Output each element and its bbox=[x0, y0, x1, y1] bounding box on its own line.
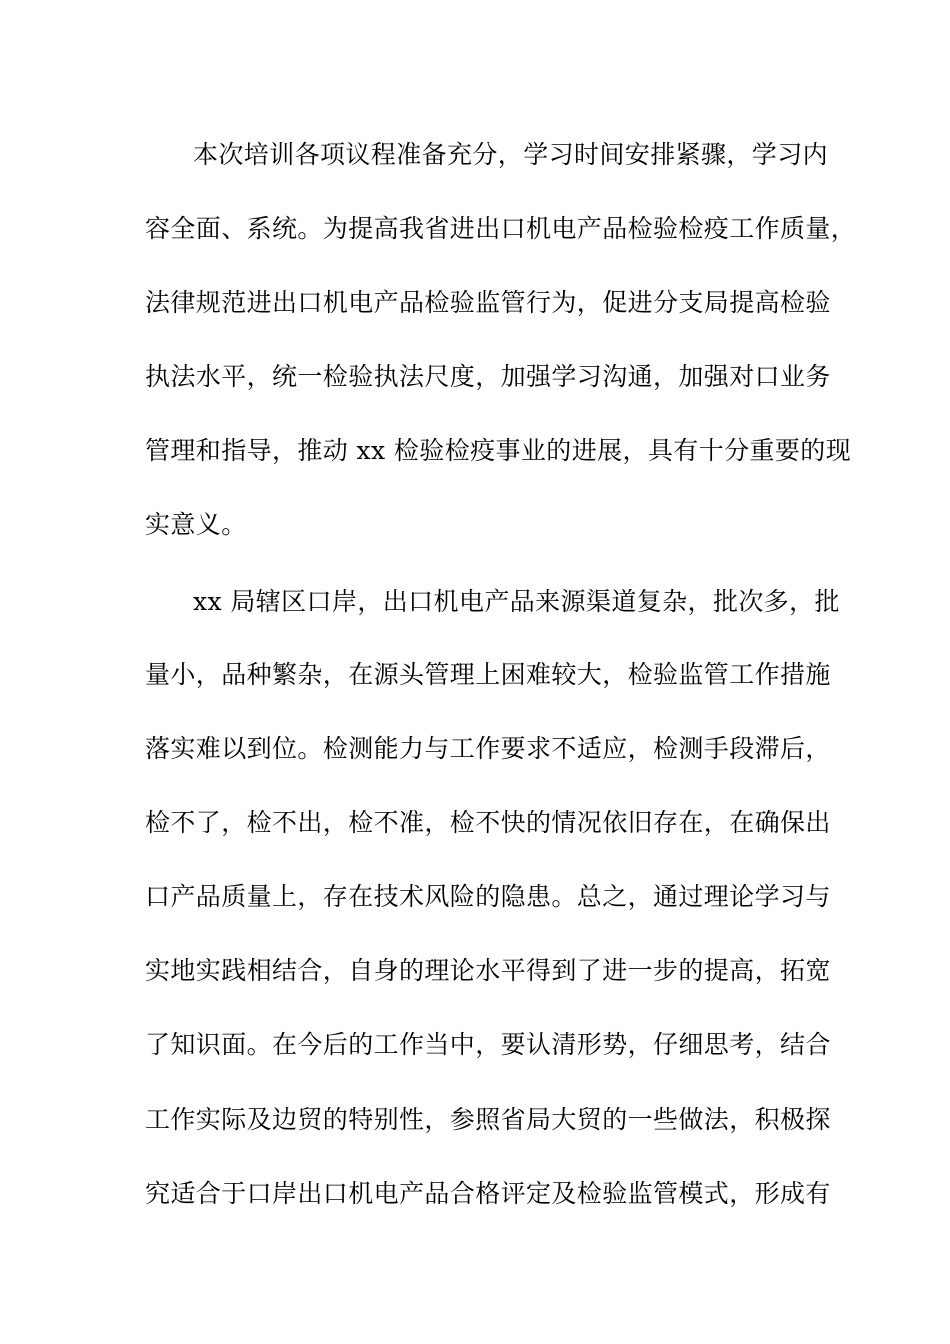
paragraph-1-line-5: 管理和指导，推动 xx 检验检疫事业的进展，具有十分重要的现 bbox=[145, 436, 852, 465]
paragraph-2-line-1: xx 局辖区口岸，出口机电产品来源渠道复杂，批次多，批 bbox=[193, 587, 840, 616]
paragraph-2-line-7: 了知识面。在今后的工作当中，要认清形势，仔细思考，结合 bbox=[145, 1030, 831, 1059]
paragraph-1-line-6: 实意义。 bbox=[145, 510, 247, 539]
paragraph-1-line-4: 执法水平，统一检验执法尺度，加强学习沟通，加强对口业务 bbox=[145, 362, 831, 391]
paragraph-2-line-8: 工作实际及边贸的特别性，参照省局大贸的一些做法，积极探 bbox=[145, 1105, 831, 1134]
paragraph-2-line-2: 量小，品种繁杂，在源头管理上困难较大，检验监管工作措施 bbox=[145, 660, 831, 689]
paragraph-1-line-1: 本次培训各项议程准备充分，学习时间安排紧骤，学习内 bbox=[193, 140, 829, 169]
paragraph-1-line-3: 法律规范进出口机电产品检验监管行为，促进分支局提高检验 bbox=[145, 288, 831, 317]
paragraph-2-line-9: 究适合于口岸出口机电产品合格评定及检验监管模式，形成有 bbox=[145, 1179, 831, 1208]
paragraph-2-line-3: 落实难以到位。检测能力与工作要求不适应，检测手段滞后， bbox=[145, 734, 831, 763]
paragraph-2-line-4: 检不了，检不出，检不准，检不快的情况依旧存在，在确保出 bbox=[145, 808, 831, 837]
paragraph-2-line-6: 实地实践相结合，自身的理论水平得到了进一步的提高，拓宽 bbox=[145, 956, 831, 985]
paragraph-1-line-2: 容全面、系统。为提高我省进出口机电产品检验检疫工作质量， bbox=[145, 214, 857, 243]
paragraph-2-line-5: 口产品质量上，存在技术风险的隐患。总之，通过理论学习与 bbox=[145, 882, 831, 911]
